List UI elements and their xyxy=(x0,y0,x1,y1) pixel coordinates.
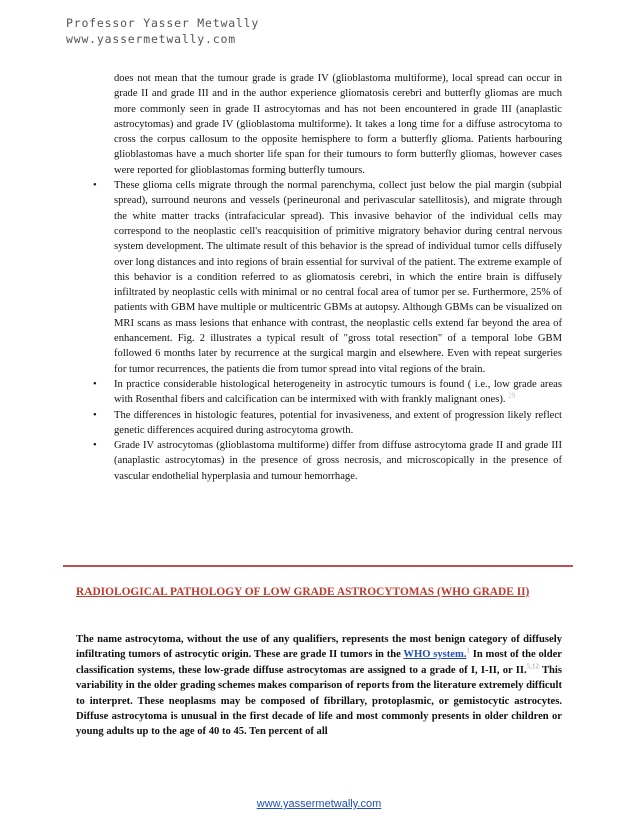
section-divider xyxy=(63,565,573,567)
bullet-icon: • xyxy=(93,409,97,421)
header-author: Professor Yasser Metwally xyxy=(66,16,260,30)
footer-website-link[interactable]: www.yassermetwally.com xyxy=(256,798,382,810)
list-item xyxy=(76,377,562,408)
section-paragraph xyxy=(76,632,562,740)
paragraph-text-2: In most of the older classification systems, these low-grade diffuse astrocytomas are assigned to a grade of I, I-II, or II. xyxy=(76,649,563,676)
bullet-list xyxy=(76,178,562,484)
paragraph-text-1: The name astrocytoma, without the use of any qualifiers, represents the most benign category of diffusely infiltrating tumors of astrocytic origin. These are grade II tumors in the xyxy=(76,634,562,661)
list-item xyxy=(76,438,562,484)
bullet-icon: • xyxy=(93,440,97,452)
list-item xyxy=(76,408,562,439)
bullet-text: In practice considerable histological heterogeneity in astrocytic tumours is found ( i.e., low grade areas with Rosenthal fibers and calcification can be intermixed with with frankly malignant ones). xyxy=(114,378,562,406)
bullet-icon: • xyxy=(93,378,97,390)
list-item xyxy=(76,178,562,377)
section-heading: RADIOLOGICAL PATHOLOGY OF LOW GRADE ASTROCYTOMAS (WHO GRADE II) xyxy=(76,586,530,598)
citation-ref: 5,12 xyxy=(526,662,539,671)
header-website: www.yassermetwally.com xyxy=(66,32,236,46)
bullet-icon: • xyxy=(93,180,97,192)
continuation-paragraph: does not mean that the tumour grade is grade IV (glioblastoma multiforme), local spread can occur in grade II and grade III and in the author experience gliomatosis cerebri and butterfly gliomas are much more commonly seen in grade II astrocytomas and has not been encountered in grade III (anaplastic astrocytomas) and grade IV (glioblastoma multiforme). It takes a long time for a diffuse astrocytoma to cross the corpus callosum to the opposite hemisphere to form a butterfly glioma. Patients harbouring glioblastomas have a much shorter life span for their tumours to form butterfly gliomas, however cases were reported for glioblastomas forming butterfly tumours. xyxy=(114,73,562,176)
citation-ref: 29 xyxy=(508,391,516,400)
bullet-text: These glioma cells migrate through the normal parenchyma, collect just below the pial margin (subpial spread), surround neurons and vessels (perineuronal and perivascular satellitosis), and migrate through the white matter tracks (intrafacicular spread). This invasive behavior of the individual cells may correspond to the neoplastic cell's reacquisition of primitive migratory behavior during central nervous system development. The ultimate result of this behavior is the spread of individual tumor cells diffusely over long distances and into regions of brain essential for survival of the patient. The extreme example of this behavior is a condition referred to as gliomatosis cerebri, in which the entire brain is diffusely infiltrated by neoplastic cells with minimal or no central focal area of tumor per se. Furthermore, 25% of patients with GBM have multiple or multicentric GBMs at autopsy. Although GBMs can be visualized on MRI scans as mass lesions that enhance with contrast, the neoplastic cells extend far beyond the area of enhancement. Fig. 2 illustrates a typical result of "gross total resection" of a temporal lobe GBM followed 6 months later by recurrence at the surgical margin and elsewhere. Even with repeat surgeries for tumor recurrences, the patients die from tumor spread into vital regions of the brain. xyxy=(114,180,562,375)
bullet-text: The differences in histologic features, potential for invasiveness, and extent of progression likely reflect genetic differences acquired during astrocytoma growth. xyxy=(114,409,562,436)
who-system-link[interactable]: WHO system. xyxy=(403,649,467,661)
page-header xyxy=(66,15,259,47)
bullet-text: Grade IV astrocytomas (glioblastoma multiforme) differ from diffuse astrocytoma grade II and grade III (anaplastic astrocytomas) in the presence of gross necrosis, and microscopically in the presence of vascular endothelial hyperplasia and tumour hemorrhage. xyxy=(114,440,562,482)
paragraph-text-3: This variability in the older grading schemes makes comparison of reports from the literature extremely difficult to interpret. These neoplasms may be composed of fibrillary, protoplasmic, or gemistocytic astrocytes. Diffuse astrocytoma is unusual in the first decade of life and most commonly presents in older children or young adults up to the age of 40 to 45. Ten percent of all xyxy=(76,664,563,738)
citation-ref: 1 xyxy=(466,646,470,655)
body-text xyxy=(76,71,562,484)
